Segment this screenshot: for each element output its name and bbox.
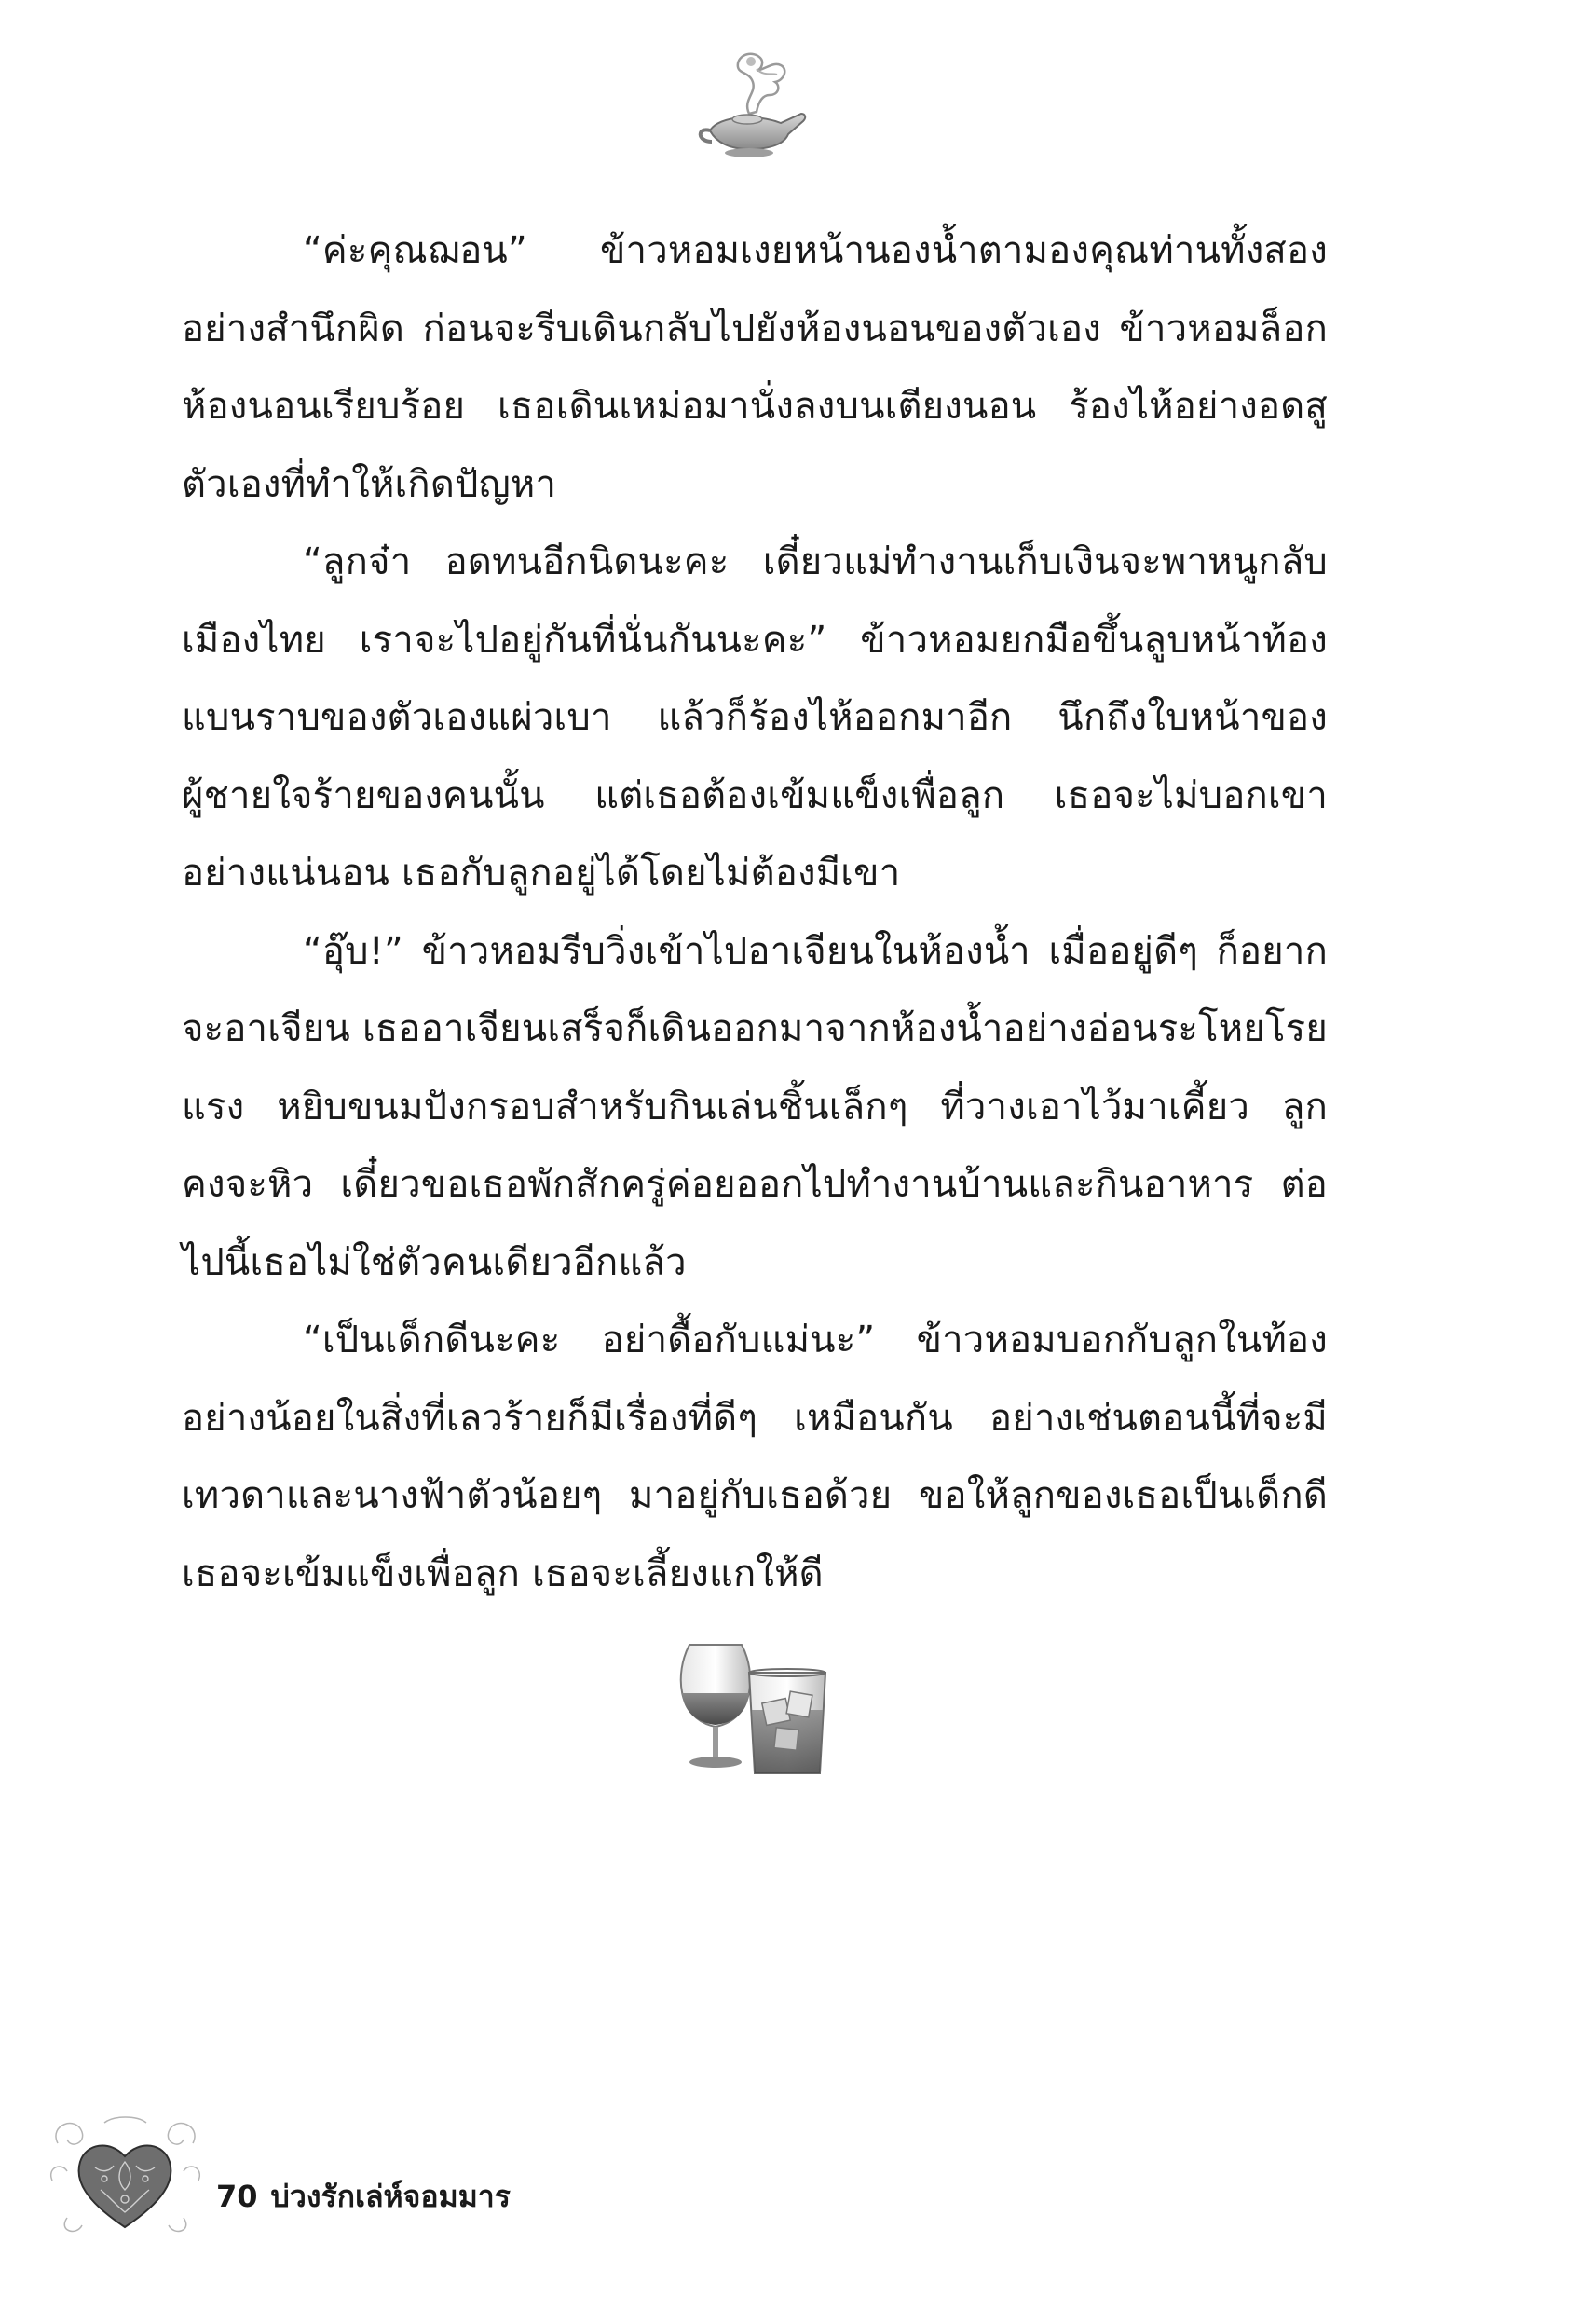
chapter-text [182, 212, 1328, 1613]
brandy-glasses-icon [671, 1635, 839, 1785]
page-footer [48, 2115, 701, 2236]
paragraph: “ค่ะคุณฌอน” ข้าวหอมเงยหน้านองน้ำตามองคุณท่านทั้งสองอย่างสำนึกผิด ก่อนจะรีบเดินกลับไปยังห้องนอนของตัวเอง ข้าวหอมล็อกห้องนอนเรียบร้อย เธอเดินเหม่อมานั่งลงบนเตียงนอน ร้องไห้อย่างอดสูตัวเองที่ทำให้เกิดปัญหา [182, 229, 1328, 506]
paragraph: “ลูกจ๋า อดทนอีกนิดนะคะ เดี๋ยวแม่ทำงานเก็บเงินจะพาหนูกลับเมืองไทย เราจะไปอยู่กันที่นั่นกันนะคะ” ข้าวหอมยกมือขึ้นลูบหน้าท้องแบนราบของตัวเองแผ่วเบา แล้วก็ร้องไห้ออกมาอีก นึกถึงใบหน้าของผู้ชายใจร้ายของคนนั้น แต่เธอต้องเข้มแข็งเพื่อลูก เธอจะไม่บอกเขาอย่างแน่นอน เธอกับลูกอยู่ได้โดยไม่ต้องมีเขา [182, 540, 1328, 895]
paragraph: “เป็นเด็กดีนะคะ อย่าดื้อกับแม่นะ” ข้าวหอมบอกกับลูกในท้องอย่างน้อยในสิ่งที่เลวร้ายก็มีเรื่องที่ดีๆ เหมือนกัน อย่างเช่นตอนนี้ที่จะมีเทวดาและนางฟ้าตัวน้อยๆ มาอยู่กับเธอด้วย ขอให้ลูกของเธอเป็นเด็กดี เธอจะเข้มแข็งเพื่อลูก เธอจะเลี้ยงแกให้ดี [182, 1319, 1328, 1595]
page-number: 70 [216, 2179, 258, 2214]
genie-lamp-icon [691, 48, 812, 160]
paragraph: “อุ๊บ!” ข้าวหอมรีบวิ่งเข้าไปอาเจียนในห้องน้ำ เมื่ออยู่ดีๆ ก็อยากจะอาเจียน เธออาเจียนเสร็จก็เดินออกมาจากห้องน้ำอย่างอ่อนระโหยโรยแรง หยิบขนมปังกรอบสำหรับกินเล่นชิ้นเล็กๆ ที่วางเอาไว้มาเคี้ยว ลูกคงจะหิว เดี๋ยวขอเธอพักสักครู่ค่อยออกไปทำงานบ้านและกินอาหาร ต่อไปนี้เธอไม่ใช่ตัวคนเดียวอีกแล้ว [182, 929, 1328, 1284]
book-title: บ่วงรักเล่ห์จอมมาร [270, 2179, 511, 2214]
ornate-heart-icon [48, 2115, 202, 2236]
folio [216, 2173, 511, 2221]
